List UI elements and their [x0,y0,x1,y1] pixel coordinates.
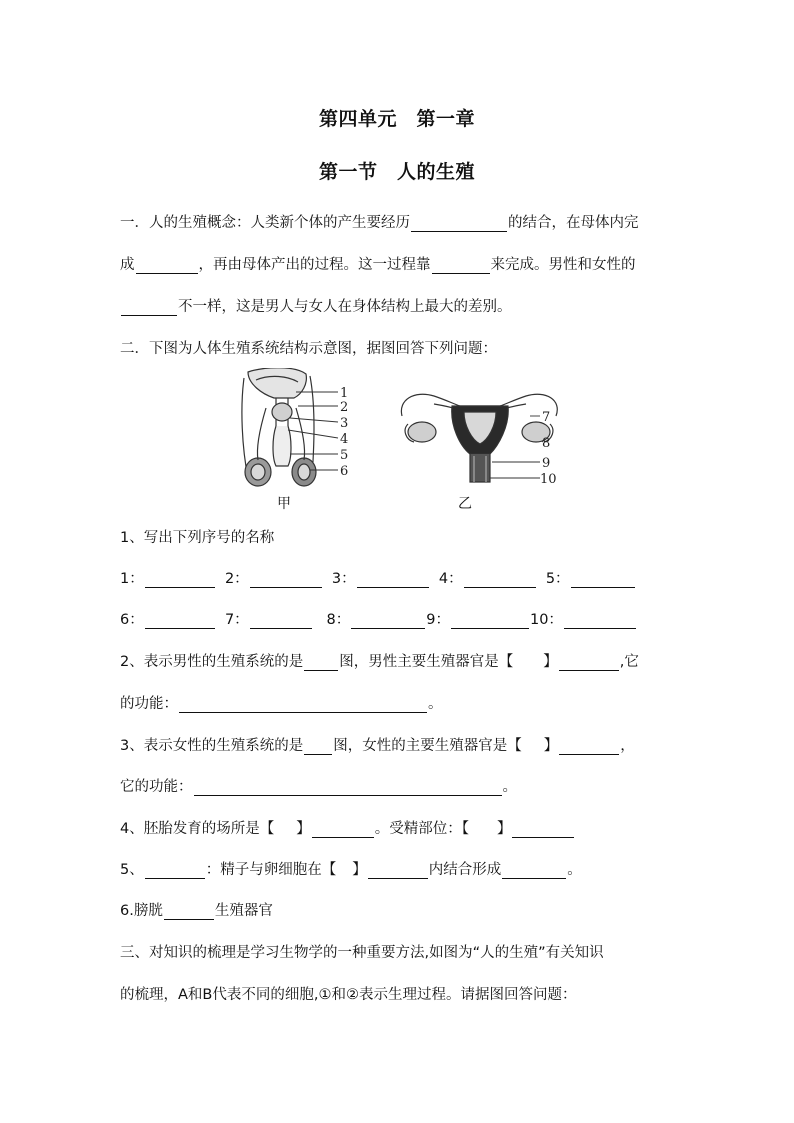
q2-text: 】 [543,654,558,670]
q2-text: 】 [496,821,512,837]
answer-blank[interactable] [502,863,566,879]
section-title: 第一节 人的生殖 [318,161,475,183]
q1-text: 一．人的生殖概念：人类新个体的产生要经历 [120,215,410,231]
q2-text: 6.膀胱 [120,903,163,919]
answer-blank[interactable] [145,572,215,588]
q2-text: 】 [352,862,367,878]
q2-s1: 1、写出下列序号的名称 [120,530,275,546]
male-label-number: 1 [340,386,349,401]
number-label: 5： [545,571,570,587]
q2-text: ， [620,738,635,754]
q2-text: 图，男性主要生殖器官是【 [339,654,514,670]
q1-text: 成 [120,257,135,273]
q2-text: 它的功能： [120,779,193,795]
female-label-number: 9 [542,456,551,471]
q2-text: 。 [567,862,582,878]
answer-blank[interactable] [164,904,214,920]
q1-text: 的结合，在母体内完 [508,215,639,231]
q2-text: 2、表示男性的生殖系统的是 [120,654,304,670]
female-label-number: 10 [540,472,557,486]
q2-text: 】 [543,738,559,754]
answer-blank[interactable] [250,613,312,629]
q2-intro: 二．下图为人体生殖系统结构示意图，据图回答下列问题： [120,341,497,357]
answer-blank[interactable] [179,697,427,713]
q2-s3-line-1 [120,734,635,755]
q2-text: 图，女性的主要生殖器官是【 [333,738,522,754]
number-label: 8： [326,612,351,628]
answer-blank[interactable] [432,258,490,274]
q1-line-2 [120,253,636,274]
answer-blank[interactable] [451,613,529,629]
number-label: 10： [529,612,563,628]
answer-blank[interactable] [121,300,177,316]
q1-text: 不一样，这是男人与女人在身体结构上最大的差别。 [178,299,512,315]
q3-line-2: 的梳理，A和B代表不同的细胞,①和②表示生理过程。请据图回答问题： [120,987,577,1003]
q1-text: 来完成。男性和女性的 [490,257,636,273]
q2-text: ,它 [619,654,639,670]
male-label-number: 5 [340,448,349,463]
answer-blank[interactable] [304,739,332,755]
female-label-number: 7 [542,410,551,425]
female-label-number: 8 [542,436,551,451]
number-label: 7： [224,612,249,628]
male-reproductive-diagram [236,368,366,490]
answer-blank[interactable] [571,572,635,588]
answer-blank[interactable] [357,572,429,588]
answer-blank[interactable] [351,613,425,629]
female-figure-label: 乙 [458,496,472,512]
q2-text: 5、 [120,862,144,878]
q2-text: 生殖器官 [214,903,273,919]
name-row-2 [120,608,637,629]
answer-blank[interactable] [559,739,619,755]
number-label: 9： [426,612,450,628]
q2-s4 [120,817,575,838]
answer-blank[interactable] [304,655,338,671]
male-label-number: 2 [340,400,349,415]
q2-text: ：精子与卵细胞在【 [205,862,337,878]
answer-blank[interactable] [559,655,619,671]
male-label-number: 4 [340,432,349,447]
answer-blank[interactable] [136,258,198,274]
answer-blank[interactable] [368,863,428,879]
q2-text: 。 [502,779,517,795]
answer-blank[interactable] [464,572,536,588]
answer-blank[interactable] [145,613,215,629]
answer-blank[interactable] [312,822,374,838]
number-label: 6： [120,612,144,628]
answer-blank[interactable] [250,572,322,588]
q2-text: 4、胚胎发育的场所是【 [120,821,275,837]
q2-text: 。受精部位：【 [374,821,469,837]
number-label: 2： [224,571,249,587]
q2-text: 的功能： [120,696,178,712]
q2-text: 3、表示女性的生殖系统的是 [120,738,304,754]
number-label: 3： [331,571,356,587]
q1-line-3 [120,295,512,316]
unit-title: 第四单元 第一章 [318,108,475,130]
answer-blank[interactable] [411,216,507,232]
q2-text: 。 [428,696,443,712]
q2-s5 [120,858,582,879]
q3-line-1: 三、对知识的梳理是学习生物学的一种重要方法,如图为“人的生殖”有关知识 [120,945,604,961]
female-reproductive-diagram [394,386,564,486]
male-label-number: 3 [340,416,349,431]
q1-text: ，再由母体产出的过程。这一过程靠 [198,257,431,273]
male-label-number: 6 [340,464,349,479]
q2-s2-line-1 [120,650,639,671]
q1-line-1 [120,211,639,232]
answer-blank[interactable] [194,780,502,796]
answer-blank[interactable] [564,613,636,629]
q2-s2-line-2 [120,692,443,713]
answer-blank[interactable] [145,863,205,879]
q2-s3-line-2 [120,775,517,796]
male-figure-label: 甲 [277,496,291,512]
number-label: 4： [438,571,463,587]
q2-s6 [120,899,273,920]
q2-text: 】 [296,821,311,837]
q2-text: 内结合形成 [428,862,502,878]
answer-blank[interactable] [512,822,574,838]
name-row-1 [120,567,636,588]
number-label: 1： [120,571,144,587]
